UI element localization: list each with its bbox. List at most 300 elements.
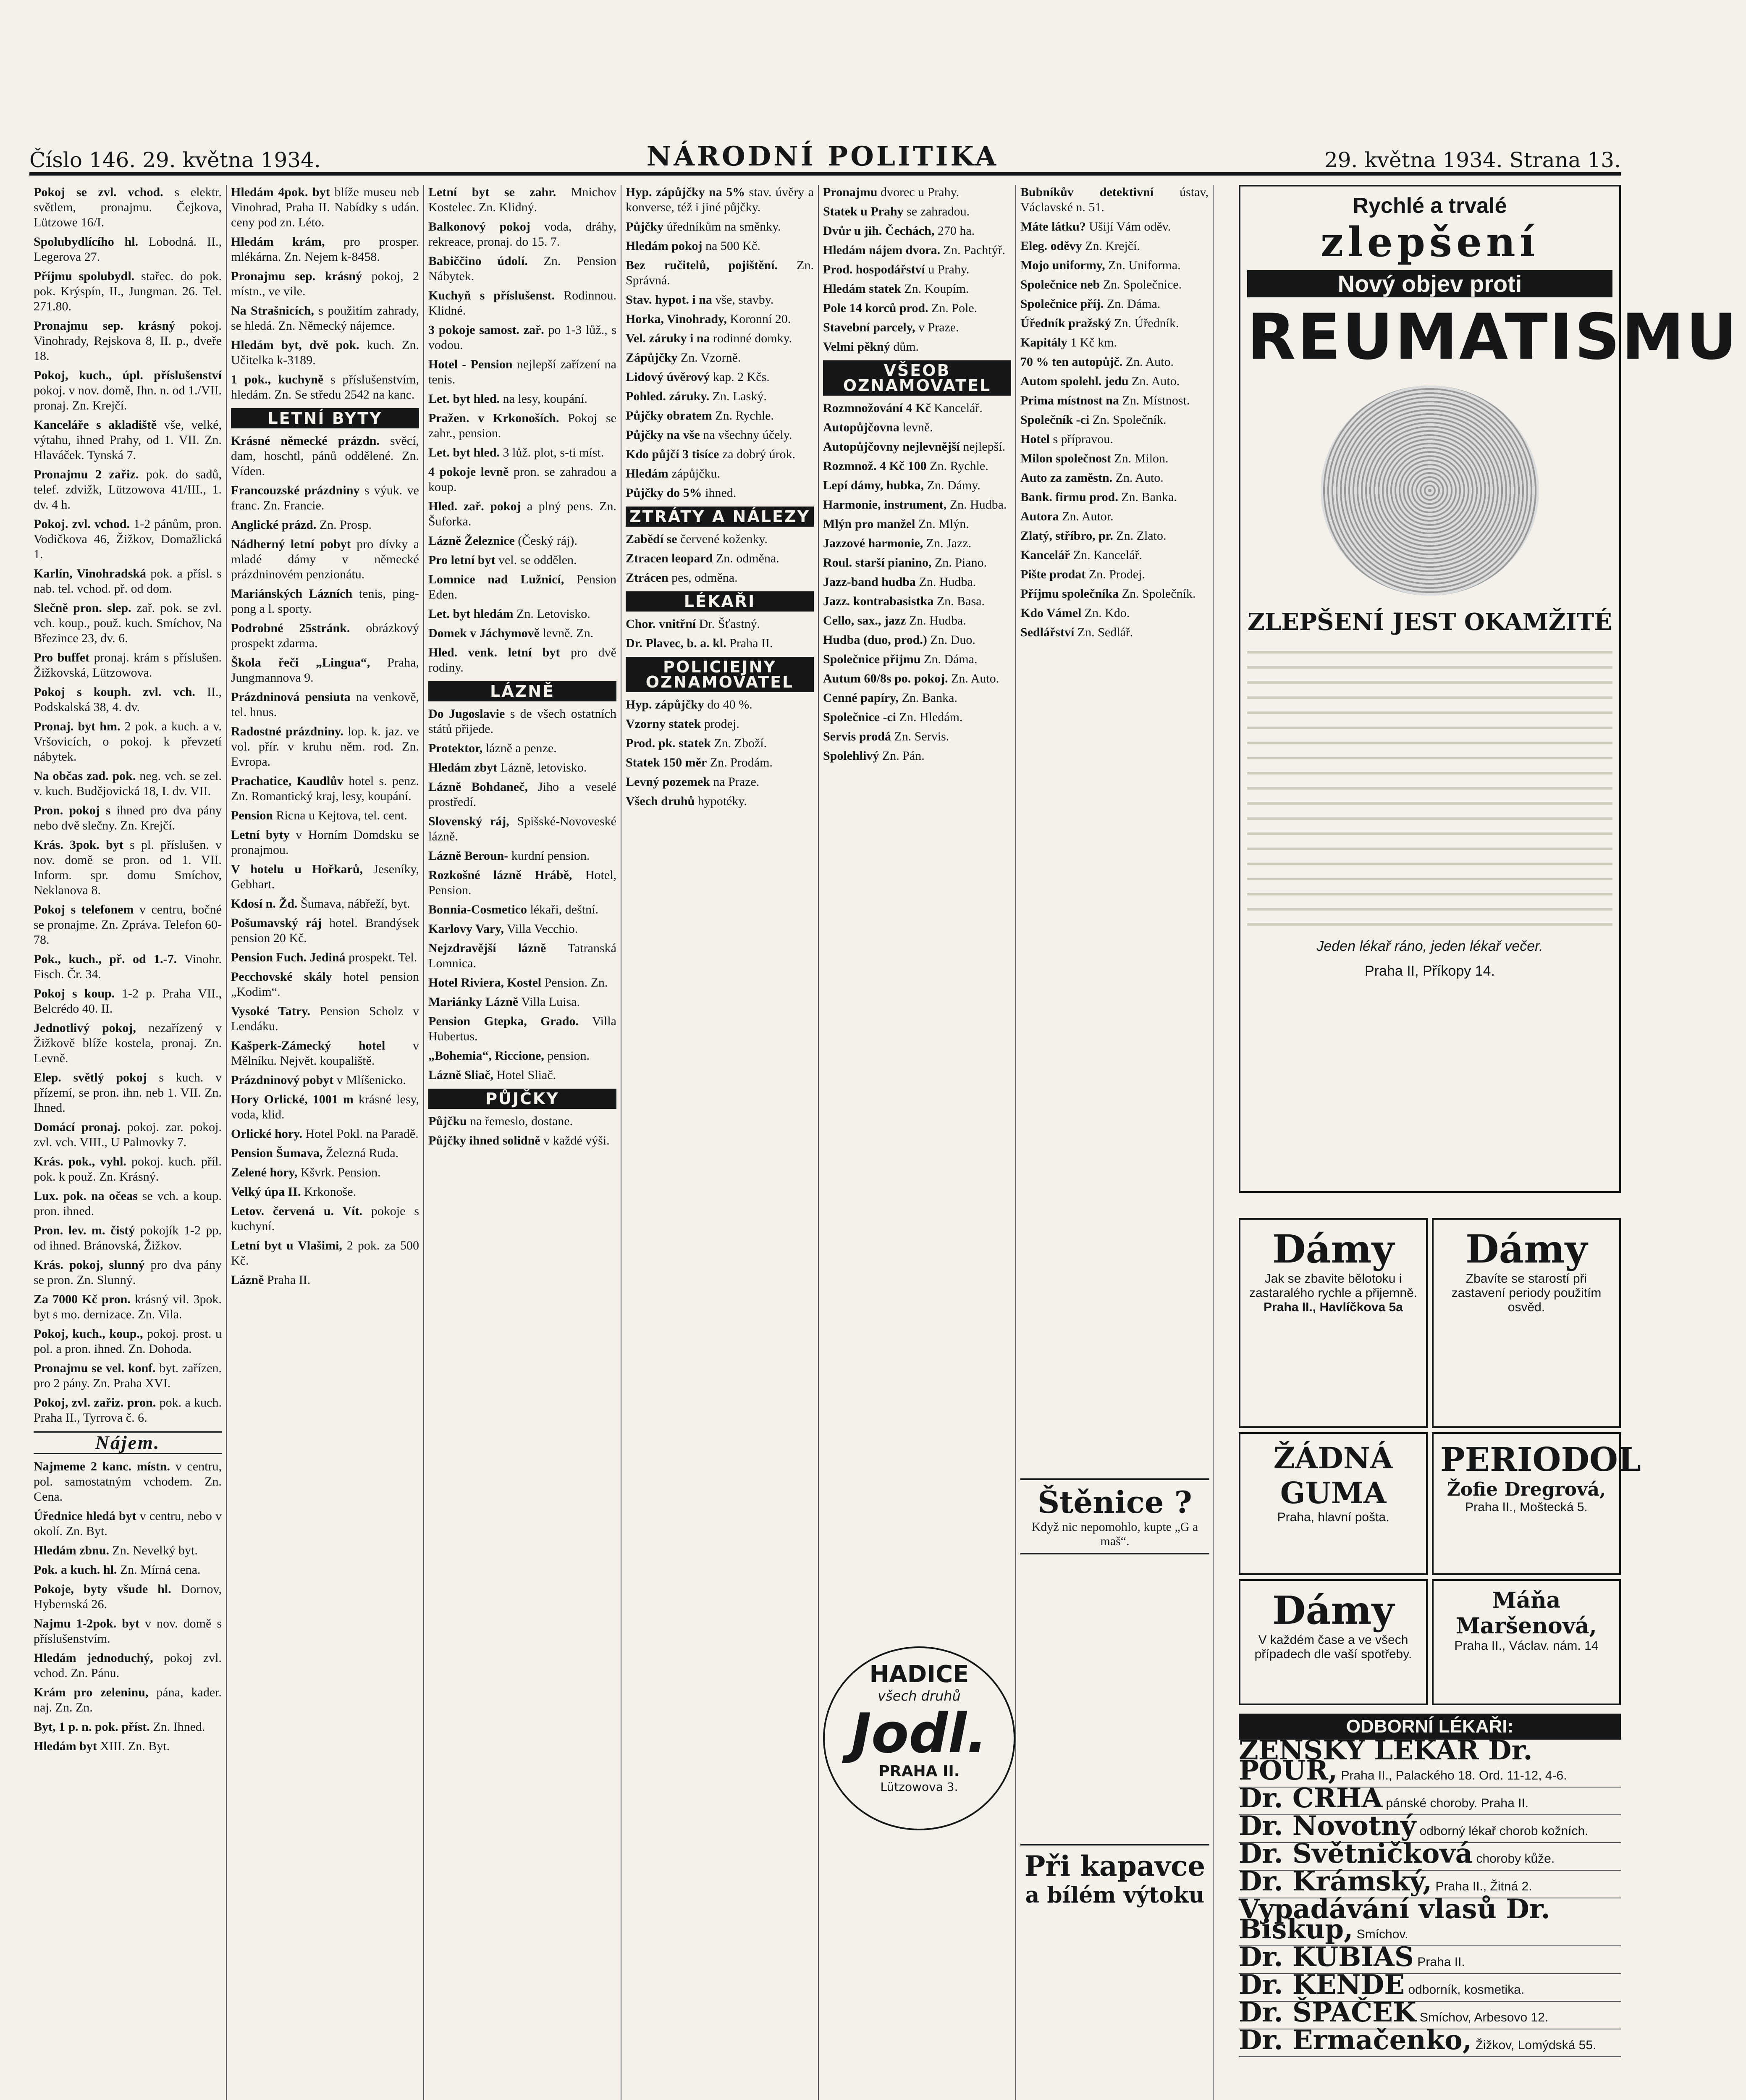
ad-text: Železná Ruda. <box>325 1146 399 1160</box>
classified-ad <box>1020 412 1209 428</box>
ad-text: 270 ha. <box>937 224 975 238</box>
ad-heading: Bank. firmu prod. <box>1020 490 1118 504</box>
ad-text: nejlepší. <box>963 440 1006 454</box>
ad-text: Zn. Duo. <box>930 633 975 647</box>
classified-ad <box>1020 219 1209 234</box>
ad-list <box>823 401 1011 764</box>
classified-ad <box>428 975 616 990</box>
ad-heading: Pokoj. zvl. vchod. <box>34 517 130 531</box>
ad-heading: Levný pozemek <box>626 775 710 789</box>
ad-text: u Prahy. <box>928 262 970 276</box>
damy-ad-2 <box>1432 1218 1621 1428</box>
ad-list <box>626 185 814 501</box>
ad-heading: Lux. pok. na očeas <box>34 1189 138 1203</box>
classified-ad <box>626 370 814 385</box>
ad-text: lékaři, deštní. <box>530 903 598 916</box>
classified-ad <box>428 288 616 318</box>
ad-text: pro dva pány se pron. Zn. Slunný. <box>34 1258 222 1287</box>
section-header-lekari: LÉKAŘI <box>626 591 814 612</box>
ad-heading: Příjmu společníka <box>1020 587 1119 601</box>
classified-ad <box>626 428 814 443</box>
ad-heading: Pokoj, kuch., koup., <box>34 1327 143 1341</box>
ad-text: blíže museu neb Vinohrad, Praha II. Nabídky s udán. ceny pod zn. Léto. <box>231 185 419 229</box>
ad-heading: Letov. červená u. Vít. <box>231 1204 362 1218</box>
ad-text: s přípravou. <box>1053 432 1113 446</box>
ad-heading: Lomnice nad Lužnicí, <box>428 572 564 586</box>
ad-heading: Hledám 4pok. byt <box>231 185 330 199</box>
ad-text: Dornov, Hybernská 26. <box>34 1582 222 1611</box>
doctors-list <box>1239 1735 1621 2057</box>
classified-ad <box>231 338 419 368</box>
ad-text: Zn. Kancelář. <box>1073 548 1142 562</box>
ad-text: Spišské-Novoveské lázně. <box>428 814 616 843</box>
ad-heading: Autopůjčovny nejlevnější <box>823 440 960 454</box>
ad-text: Zn. Rychle. <box>715 409 774 423</box>
ad-heading: Protektor, <box>428 741 483 755</box>
ad-text: Zn. Prodám. <box>710 756 773 769</box>
classified-ad <box>231 1204 419 1234</box>
classified-ad <box>626 239 814 254</box>
ad-text: lop. k. jaz. ve vol. přír. v kruhu něm. rod. Zn. Evropa. <box>231 724 419 769</box>
classified-ad <box>34 601 222 646</box>
ad-heading: Pecchovské skály <box>231 970 332 984</box>
ad-heading: Servis prodá <box>823 730 891 743</box>
ad-text: dům. <box>893 340 919 354</box>
doctor-details: pánské choroby. Praha II. <box>1386 1796 1529 1810</box>
ad-text: Zn. Dáma. <box>924 652 978 666</box>
classified-ad <box>231 234 419 265</box>
ad-heading: Vel. záruky i na <box>626 331 710 345</box>
damy-3-block <box>1239 1579 1621 1705</box>
ad-list <box>626 617 814 651</box>
classified-ad <box>1020 432 1209 447</box>
classified-ad <box>626 258 814 288</box>
ad-heading: Pište prodat <box>1020 567 1086 581</box>
ad-text: svěcí, dam, hoschtl, pánů oddělené. Zn. Víden. <box>231 434 419 478</box>
ad-text: Šumava, nábřeží, byt. <box>300 897 410 911</box>
ad-heading: Prachatice, Kaudlův <box>231 774 344 788</box>
ad-heading: Zápůjčky <box>626 351 678 365</box>
ad-text: s pl. příslušen. v nov. domě se pron. od 1. VII. Inform. spr. domu Smíchov, Neklanova 8. <box>34 838 222 897</box>
ad-text: pok. do sadů, telef. zdvižk, Lützowova 41/III., 1. dv. 4 h. <box>34 467 222 512</box>
ad-list <box>34 1459 222 1754</box>
ad-heading: Horka, Vinohrady, <box>626 312 727 326</box>
classified-ad <box>34 269 222 314</box>
ad-heading: Balkonový pokoj <box>428 220 530 234</box>
perioda-name: Žofie Dregrová, <box>1447 1479 1606 1500</box>
ad-text: kuch. Zn. Učitelka k-3189. <box>231 338 419 367</box>
ad-heading: Půjčky ihned solidně <box>428 1134 540 1147</box>
ad-text: Zn. Uniforma. <box>1108 258 1181 272</box>
doctor-details: Praha II., Palackého 18. Ord. 11-12, 4-6. <box>1341 1769 1567 1782</box>
ad-heading: Pokoje, byty všude hl. <box>34 1582 171 1596</box>
classified-ad <box>428 411 616 441</box>
ad-text: pokojík 1-2 pp. od ihned. Bránovská, Žižkov. <box>34 1223 222 1252</box>
doctor-name: Vypadávání vlasů Dr. Biskup, <box>1239 1893 1550 1945</box>
doctor-listing <box>1239 2024 1621 2057</box>
classified-ad <box>34 1685 222 1715</box>
ad-heading: Letní byt se zahr. <box>428 185 556 199</box>
jodl-brand: Jodl. <box>851 1701 988 1765</box>
ad-text: Zn. Koupím. <box>904 282 969 296</box>
guma-row <box>1239 1432 1641 1575</box>
classified-ad <box>428 1014 616 1044</box>
ad-text: Zn. Laský. <box>712 389 767 403</box>
classified-ad <box>823 517 1011 532</box>
classified-ad <box>428 995 616 1010</box>
classified-ad <box>1020 567 1209 582</box>
ad-text: Pokoj se zahr., pension. <box>428 411 616 440</box>
classified-ad <box>626 794 814 809</box>
ad-text: Zn. Auto. <box>1132 374 1180 388</box>
ad-text: pokoj. v nov. domě, Ihn. n. od 1./VII. pronaj. Zn. Krejčí. <box>34 383 222 412</box>
classified-ad <box>823 555 1011 570</box>
ad-list <box>823 185 1011 354</box>
ad-heading: Hyp. zápůjčky <box>626 698 704 711</box>
doctor-details: Praha II. <box>1417 1955 1465 1969</box>
classified-ad <box>34 1582 222 1612</box>
classified-ad <box>626 331 814 346</box>
classified-ad <box>823 185 1011 200</box>
ad-heading: Autom spolehl. jedu <box>1020 374 1129 388</box>
ad-heading: Krám pro zeleninu, <box>34 1685 149 1699</box>
ad-text: Zn. Milon. <box>1114 452 1169 465</box>
ad-text: Zn. Dáma. <box>1106 297 1161 311</box>
ad-heading: Na Strašnicích, <box>231 304 314 318</box>
ad-text: Rodinnou. Klidné. <box>428 289 617 318</box>
doctor-details: odborný lékař chorob kožních. <box>1419 1824 1589 1838</box>
ad-heading: Milon společnost <box>1020 452 1111 465</box>
ad-list <box>1020 185 1209 640</box>
classified-ad <box>428 706 616 737</box>
classified-ad <box>428 465 616 495</box>
ad-heading: Radostné prázdniny. <box>231 724 343 738</box>
classified-ad <box>428 902 616 917</box>
ad-heading: Domácí pronaj. <box>34 1120 121 1134</box>
classified-ad <box>428 499 616 529</box>
ad-text: Lobodná. II., Legerova 27. <box>34 235 222 264</box>
ad-text: v nov. domě s příslušenstvím. <box>34 1617 222 1646</box>
ad-heading: Nádherný letní pobyt <box>231 537 351 551</box>
ad-text: Pension Scholz v Lendáku. <box>231 1004 419 1033</box>
section-header-najem: Nájem. <box>34 1431 222 1454</box>
classified-ad <box>231 1038 419 1068</box>
column-3 <box>424 185 621 2100</box>
classified-ad <box>626 551 814 566</box>
classified-ad <box>823 339 1011 354</box>
classified-ad <box>823 575 1011 590</box>
perioda-address: Praha II., Moštecká 5. <box>1465 1500 1588 1514</box>
ad-heading: Sedlářství <box>1020 625 1075 639</box>
damy-row <box>1239 1218 1621 1428</box>
ad-heading: Lázně Beroun- <box>428 849 509 863</box>
ad-text: Zn. Pachtýř. <box>943 243 1006 257</box>
ad-text: Zn. Hudba. <box>909 614 966 627</box>
classified-ad <box>626 350 814 365</box>
classified-ad <box>428 760 616 775</box>
ad-heading: Hotel Riviera, Kostel <box>428 976 542 990</box>
ad-text: ihned pro dva pány nebo dvě slečny. Zn. Krejčí. <box>34 803 222 832</box>
ad-text: úředníkům na směnky. <box>666 220 781 234</box>
ad-heading: Karlovy Vary, <box>428 922 504 936</box>
classified-ad <box>231 269 419 299</box>
damy-ad-1 <box>1239 1218 1428 1428</box>
classified-ad <box>428 741 616 756</box>
ad-heading: Pokoj, kuch., úpl. příslušenství <box>34 368 222 382</box>
damy-2-title: Dámy <box>1465 1226 1588 1272</box>
ad-list <box>34 185 222 1425</box>
ad-heading: Hled. zař. pokoj <box>428 499 521 513</box>
damy-3-title: Dámy <box>1272 1588 1395 1633</box>
section-header-vseob: VŠEOB OZNAMOVATEL <box>823 360 1011 396</box>
ad-text: Hotel Sliač. <box>496 1068 556 1082</box>
ad-text: s použitím zahrady, se hledá. Zn. Německý nájemce. <box>231 304 419 333</box>
ad-heading: Velmi pěkný <box>823 340 890 354</box>
reumatismus-ad <box>1239 185 1739 1193</box>
newspaper-page <box>29 25 1739 2100</box>
doctor-details: Praha II., Žitná 2. <box>1435 1880 1532 1893</box>
classified-ad <box>34 185 222 230</box>
ad-heading: Cello, sax., jazz <box>823 614 906 627</box>
classified-ad <box>823 690 1011 706</box>
classified-ad <box>34 650 222 680</box>
ad-text: Zn. Společník. <box>1092 413 1167 427</box>
ad-list <box>428 706 616 1083</box>
ad-heading: Pronajmu <box>823 185 878 199</box>
classified-ad <box>823 613 1011 628</box>
classified-ad <box>428 921 616 937</box>
ad-heading: Cenné papíry, <box>823 691 899 705</box>
classified-ad <box>428 848 616 864</box>
ad-heading: Půjčky na vše <box>626 428 700 442</box>
ad-heading: Prázdninová pensiuta <box>231 690 351 704</box>
classified-ad <box>231 517 419 533</box>
ad-text: v Praze. <box>918 320 959 334</box>
classified-ad <box>34 1562 222 1578</box>
ad-text: prospekt. Tel. <box>349 950 417 964</box>
ad-heading: Hled. venk. letní byt <box>428 646 560 659</box>
ad-text: Vinohr. Fisch. Čr. 34. <box>34 952 222 981</box>
ad-heading: Prod. pk. statek <box>626 736 711 750</box>
ad-text: voda, dráhy, rekreace, pronaj. do 15. 7. <box>428 220 616 249</box>
ad-heading: Rozkošné lázně Hrábě, <box>428 868 572 882</box>
ad-heading: Jazz. kontrabasistka <box>823 594 934 608</box>
ad-text: s de všech ostatních států přijede. <box>428 707 617 736</box>
classified-ad <box>428 1048 616 1063</box>
ad-text: v Mělníku. Největ. koupaliště. <box>231 1039 419 1068</box>
ad-text: byt. zařízen. pro 2 pány. Zn. Praha XVI. <box>34 1361 222 1390</box>
ad-text: pok. a kuch. Praha II., Tyrrova č. 6. <box>34 1396 222 1425</box>
ad-text: Dr. Šťastný. <box>699 617 760 631</box>
ad-text: stařec. do pok. pok. Krýspín, II., Jungman. 26. Tel. 271.80. <box>34 269 222 313</box>
ad-text: Zn. Ihned. <box>153 1720 205 1734</box>
ad-text: kurdní pension. <box>511 849 590 863</box>
ad-heading: Roul. starší pianino, <box>823 556 932 570</box>
classified-ad <box>428 1068 616 1083</box>
ad-heading: Vzorny statek <box>626 717 701 731</box>
ad-text: Zn. Basa. <box>936 594 985 608</box>
ad-text: Zn. Sedlář. <box>1077 625 1133 639</box>
ad-text: (Český ráj). <box>518 534 577 548</box>
ad-text: pokoj zvl. vchod. Zn. Pánu. <box>34 1651 222 1680</box>
ad-heading: Pronajmu sep. krásný <box>231 269 362 283</box>
ad-text: Zn. Pole. <box>931 301 978 315</box>
ad-text: 2 pok. za 500 Kč. <box>231 1239 419 1268</box>
classified-ad <box>34 1070 222 1116</box>
classified-ad <box>231 655 419 685</box>
classified-ad <box>34 1154 222 1184</box>
ad-heading: Auto za zaměstn. <box>1020 471 1113 485</box>
ad-list <box>231 185 419 402</box>
ad-heading: 70 % ten autopůjč. <box>1020 355 1123 369</box>
classified-ad <box>231 1184 419 1200</box>
ad-text: s kuch. v přízemí, se pron. ihn. neb 1. VII. Zn. Ihned. <box>34 1071 222 1115</box>
ad-heading: Půjčku <box>428 1114 467 1128</box>
classified-ad <box>823 243 1011 258</box>
ad-heading: Velký úpa II. <box>231 1185 301 1199</box>
ad-text: Zn. Rychle. <box>930 459 988 473</box>
ad-heading: Úředník pražský <box>1020 316 1111 330</box>
classified-ad <box>428 645 616 675</box>
ad-heading: 4 pokoje levně <box>428 465 509 479</box>
zadna-guma-text: Praha, hlavní pošta. <box>1277 1510 1389 1524</box>
ad-heading: Hledám zbnu. <box>34 1544 110 1557</box>
doctor-name: Dr. Krámský, <box>1239 1866 1432 1897</box>
ad-heading: Spolubydlícího hl. <box>34 235 139 249</box>
ad-text: levně. <box>902 420 933 434</box>
reum-footer: Praha II, Příkopy 14. <box>1365 963 1495 979</box>
ad-text: Zn. Auto. <box>1115 471 1164 485</box>
classified-ad <box>428 941 616 971</box>
ad-text: pokoj. kuch. příl. pok. k použ. Zn. Krásný. <box>34 1155 222 1184</box>
classified-ad <box>34 803 222 833</box>
ad-heading: Elep. světlý pokoj <box>34 1071 147 1084</box>
classified-ad <box>34 1395 222 1425</box>
ad-text: s výuk. ve franc. Zn. Francie. <box>231 483 419 512</box>
classified-ad <box>428 626 616 641</box>
classified-ad <box>231 586 419 617</box>
reum-headline: REUMATISMU <box>1247 301 1739 374</box>
ad-text: Praha II. <box>267 1273 311 1287</box>
classified-ad <box>34 1459 222 1504</box>
classified-ad <box>823 204 1011 219</box>
ad-heading: Kdo Vámel <box>1020 606 1082 620</box>
ad-heading: Let. byt hled. <box>428 446 500 459</box>
doctor-name: Dr. Novotný <box>1239 1810 1416 1842</box>
ad-text: pána, kader. naj. Zn. Zn. <box>34 1685 222 1714</box>
classified-ad <box>1020 470 1209 486</box>
section-header-pujcky: PŮJČKY <box>428 1089 616 1109</box>
ad-heading: Hledám <box>626 467 669 480</box>
classified-ad <box>231 1146 419 1161</box>
ad-text: pokoj. prost. u pol. a pron. ihned. Zn. Dohoda. <box>34 1327 222 1356</box>
ad-text: Zn. Pension Nábytek. <box>428 254 617 283</box>
ad-heading: Rozmnožování 4 Kč <box>823 401 931 415</box>
classified-ad <box>231 690 419 720</box>
ad-heading: V hotelu u Hořkarů, <box>231 862 363 876</box>
zadna-guma-ad <box>1239 1432 1428 1575</box>
ad-text: pro prosper. mlékárna. Zn. Nejem k-8458. <box>231 235 419 264</box>
ad-heading: Hudba (duo, prod.) <box>823 633 927 647</box>
date-and-page: 29. května 1934. Strana 13. <box>1324 148 1621 172</box>
classified-ad <box>823 536 1011 551</box>
ad-heading: Hyp. zápůjčky na 5% <box>626 185 745 199</box>
ad-text: pro dvě rodiny. <box>428 646 616 675</box>
classified-ad <box>626 570 814 585</box>
classified-ad <box>1020 625 1209 640</box>
ad-heading: Pro buffet <box>34 651 90 664</box>
classified-ad <box>1020 490 1209 505</box>
classified-ad <box>823 633 1011 648</box>
ad-heading: Ztracen leopard <box>626 551 713 565</box>
ad-text: Zn. Místnost. <box>1122 394 1190 407</box>
doctor-details: Žižkov, Lomýdská 55. <box>1475 2038 1597 2052</box>
column-6 <box>1016 185 1214 2100</box>
jodl-address: Lützowova 3. <box>880 1780 958 1794</box>
ad-heading: Pension Fuch. Jediná <box>231 950 346 964</box>
ad-heading: Hledám byt <box>34 1739 97 1753</box>
classified-ad <box>231 774 419 804</box>
ad-text: nezařízený v Žižkově blíže kostela, pronaj. Zn. Levně. <box>34 1021 222 1065</box>
classified-ad <box>823 439 1011 454</box>
classified-ad <box>626 717 814 732</box>
ad-heading: Lidový úvěrový <box>626 370 710 384</box>
ad-text: v centru, nebo v okolí. Zn. Byt. <box>34 1509 222 1538</box>
ad-text: Zn. Zlato. <box>1116 529 1167 543</box>
ad-text: červené koženky. <box>680 532 768 546</box>
reum-line2: zlepšení <box>1320 218 1539 266</box>
ad-heading: Hledám zbyt <box>428 761 498 774</box>
jodl-top: HADICE <box>869 1661 969 1688</box>
ad-text: kap. 2 Kčs. <box>713 370 770 384</box>
ad-heading: Ztrácen <box>626 571 669 585</box>
classified-ad <box>231 1273 419 1288</box>
ad-text: na všechny účely. <box>703 428 792 442</box>
classified-ad <box>34 986 222 1016</box>
ad-heading: Pokoj s koup. <box>34 987 115 1000</box>
ad-text: Jiho a veselé prostředí. <box>428 780 616 809</box>
classified-ad <box>34 1509 222 1539</box>
ad-heading: Za 7000 Kč pron. <box>34 1292 131 1306</box>
classified-ad <box>626 774 814 790</box>
classified-ad <box>34 1719 222 1735</box>
classified-ad <box>626 408 814 423</box>
ad-text: se vch. a koup. pron. ihned. <box>34 1189 222 1218</box>
classified-ad <box>34 1292 222 1322</box>
ad-heading: Kanceláře s akladiště <box>34 418 157 432</box>
ad-heading: Pok., kuch., př. od 1.-7. <box>34 952 177 966</box>
ad-text: na 500 Kč. <box>705 239 760 253</box>
ad-text: Zn. Krejčí. <box>1085 239 1140 253</box>
ad-heading: Kuchyň s příslušenst. <box>428 289 555 302</box>
ad-text: vše, velké, výtahu, ihned Prahy, od 1. VII. Zn. Hlaváček. Tynská 7. <box>34 418 222 462</box>
ad-heading: Nejzdravější lázně <box>428 941 546 955</box>
damy-ad-3 <box>1239 1579 1428 1705</box>
classified-ad <box>231 862 419 892</box>
ad-heading: Pole 14 korců prod. <box>823 301 928 315</box>
ad-heading: Hledám nájem dvora. <box>823 243 941 257</box>
classified-ad <box>34 318 222 364</box>
classified-ad <box>34 1189 222 1219</box>
ad-heading: Společnice přijmu <box>823 652 921 666</box>
classified-ad <box>428 445 616 460</box>
classified-ad <box>231 1165 419 1180</box>
classified-ad <box>626 636 814 651</box>
classified-ad <box>231 808 419 823</box>
classified-ad <box>34 685 222 715</box>
classified-ad <box>34 769 222 799</box>
ad-text: Zn. Autor. <box>1062 509 1114 523</box>
